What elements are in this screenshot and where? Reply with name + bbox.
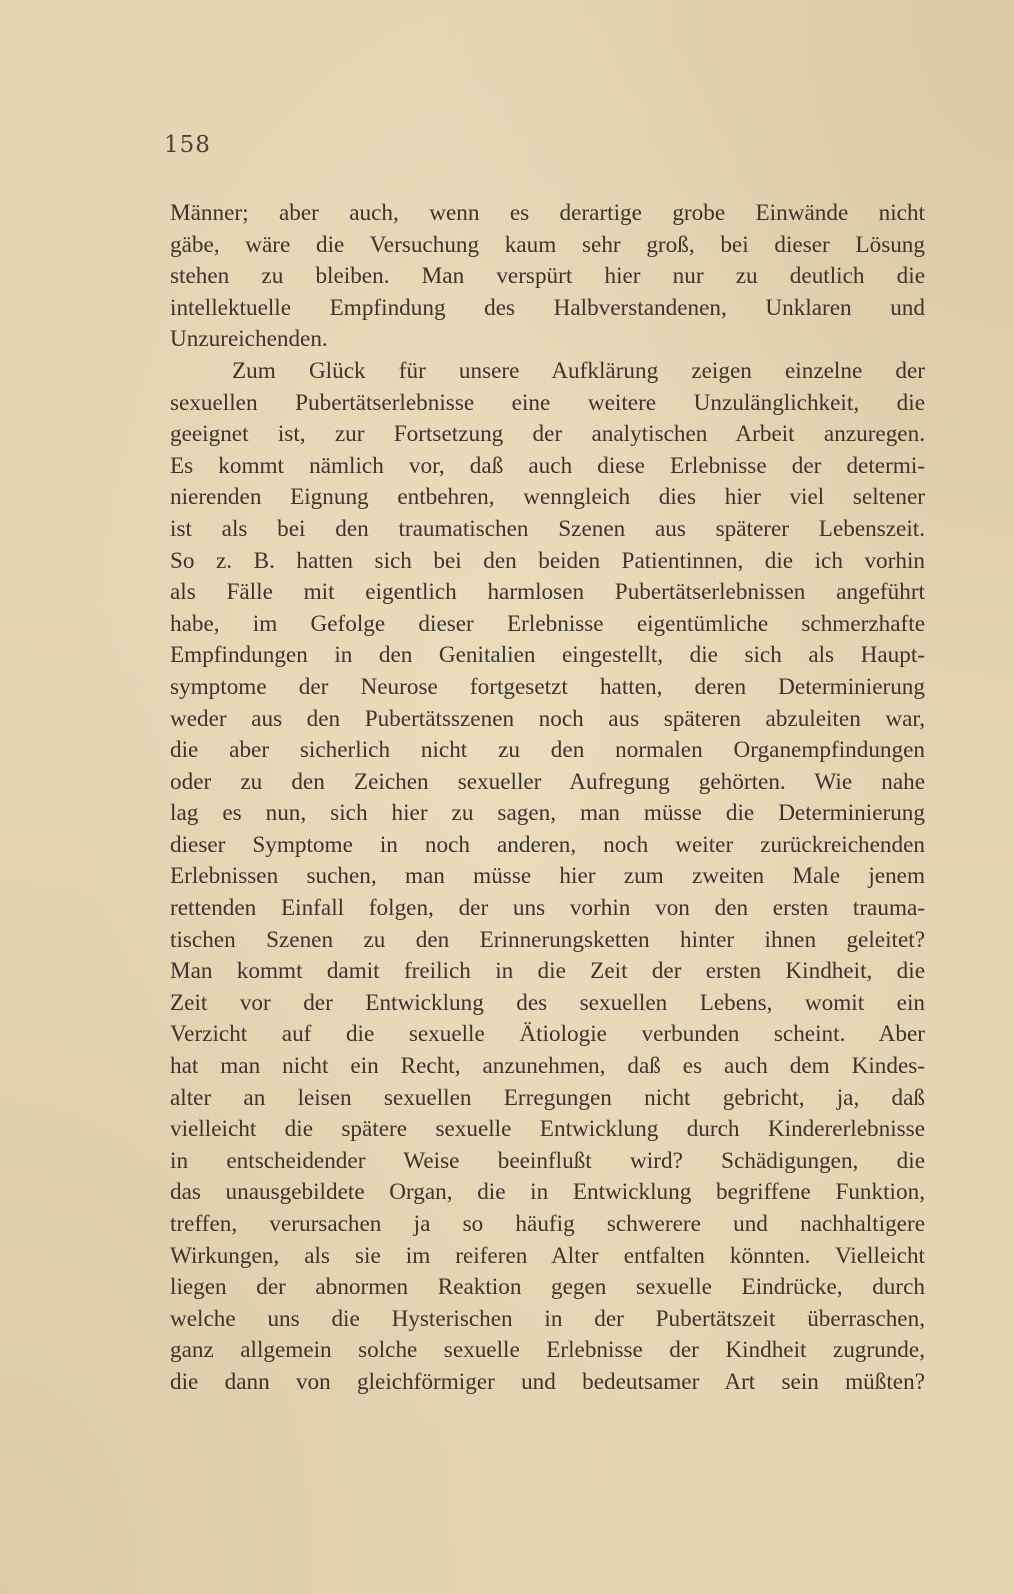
paragraph <box>170 356 925 1399</box>
text-line: geeignet ist, zur Fortsetzung der analytischen Arbeit anzuregen. <box>170 421 925 448</box>
text-line: Wirkungen, als sie im reiferen Alter entfalten könnten. Vielleicht <box>170 1242 925 1269</box>
text-line: tischen Szenen zu den Erinnerungsketten hinter ihnen geleitet? <box>170 926 925 953</box>
text-line: ist als bei den traumatischen Szenen aus späterer Lebenszeit. <box>170 515 925 542</box>
paragraph <box>170 198 925 356</box>
text-line: gäbe, wäre die Versuchung kaum sehr groß, bei dieser Lösung <box>170 231 925 258</box>
text-line: Es kommt nämlich vor, daß auch diese Erlebnisse der determi- <box>170 452 925 479</box>
text-line: die aber sicherlich nicht zu den normalen Organempfindungen <box>170 737 925 764</box>
text-line: Empfindungen in den Genitalien eingestellt, die sich als Haupt- <box>170 642 925 669</box>
text-line: alter an leisen sexuellen Erregungen nicht gebricht, ja, daß <box>170 1084 925 1111</box>
text-line: oder zu den Zeichen sexueller Aufregung gehörten. Wie nahe <box>170 768 925 795</box>
text-line: hat man nicht ein Recht, anzunehmen, daß es auch dem Kindes- <box>170 1053 925 1080</box>
text-line: symptome der Neurose fortgesetzt hatten, deren Determinierung <box>170 673 925 700</box>
text-line: dieser Symptome in noch anderen, noch weiter zurückreichenden <box>170 831 925 858</box>
text-line: das unausgebildete Organ, die in Entwicklung begriffene Funktion, <box>170 1179 925 1206</box>
body-text <box>170 198 925 1399</box>
page-number: 158 <box>164 132 211 158</box>
text-line: Verzicht auf die sexuelle Ätiologie verbunden scheint. Aber <box>170 1021 925 1048</box>
text-line: lag es nun, sich hier zu sagen, man müsse die Determinierung <box>170 800 925 827</box>
text-line: vielleicht die spätere sexuelle Entwicklung durch Kindererlebnisse <box>170 1116 925 1143</box>
text-line: liegen der abnormen Reaktion gegen sexuelle Eindrücke, durch <box>170 1274 925 1301</box>
text-line: nierenden Eignung entbehren, wenngleich dies hier viel seltener <box>170 484 925 511</box>
text-line: Zeit vor der Entwicklung des sexuellen Lebens, womit ein <box>170 989 925 1016</box>
text-line: als Fälle mit eigentlich harmlosen Pubertätserlebnissen angeführt <box>170 579 925 606</box>
text-line: sexuellen Pubertätserlebnisse eine weitere Unzulänglichkeit, die <box>170 389 925 416</box>
text-line: Man kommt damit freilich in die Zeit der ersten Kindheit, die <box>170 958 925 985</box>
text-line: Unzureichenden. <box>170 326 328 353</box>
text-line: welche uns die Hysterischen in der Pubertätszeit überraschen, <box>170 1305 925 1332</box>
text-line: die dann von gleichförmiger und bedeutsamer Art sein müßten? <box>170 1368 925 1395</box>
text-line: Erlebnissen suchen, man müsse hier zum zweiten Male jenem <box>170 863 925 890</box>
text-line: So z. B. hatten sich bei den beiden Patientinnen, die ich vorhin <box>170 547 925 574</box>
text-line: intellektuelle Empfindung des Halbverstandenen, Unklaren und <box>170 294 925 321</box>
text-line: weder aus den Pubertätsszenen noch aus späteren abzuleiten war, <box>170 705 925 732</box>
text-line: rettenden Einfall folgen, der uns vorhin von den ersten trauma- <box>170 895 925 922</box>
text-line: Zum Glück für unsere Aufklärung zeigen einzelne der <box>232 357 925 384</box>
text-line: Männer; aber auch, wenn es derartige grobe Einwände nicht <box>170 200 925 226</box>
text-line: treffen, verursachen ja so häufig schwerere und nachhaltigere <box>170 1211 925 1237</box>
text-line: in entscheidender Weise beeinflußt wird? Schädigungen, die <box>170 1147 925 1174</box>
text-line: stehen zu bleiben. Man verspürt hier nur zu deutlich die <box>170 263 925 290</box>
text-line: habe, im Gefolge dieser Erlebnisse eigentümliche schmerzhafte <box>170 610 925 637</box>
text-line: ganz allgemein solche sexuelle Erlebnisse der Kindheit zugrunde, <box>170 1337 925 1364</box>
